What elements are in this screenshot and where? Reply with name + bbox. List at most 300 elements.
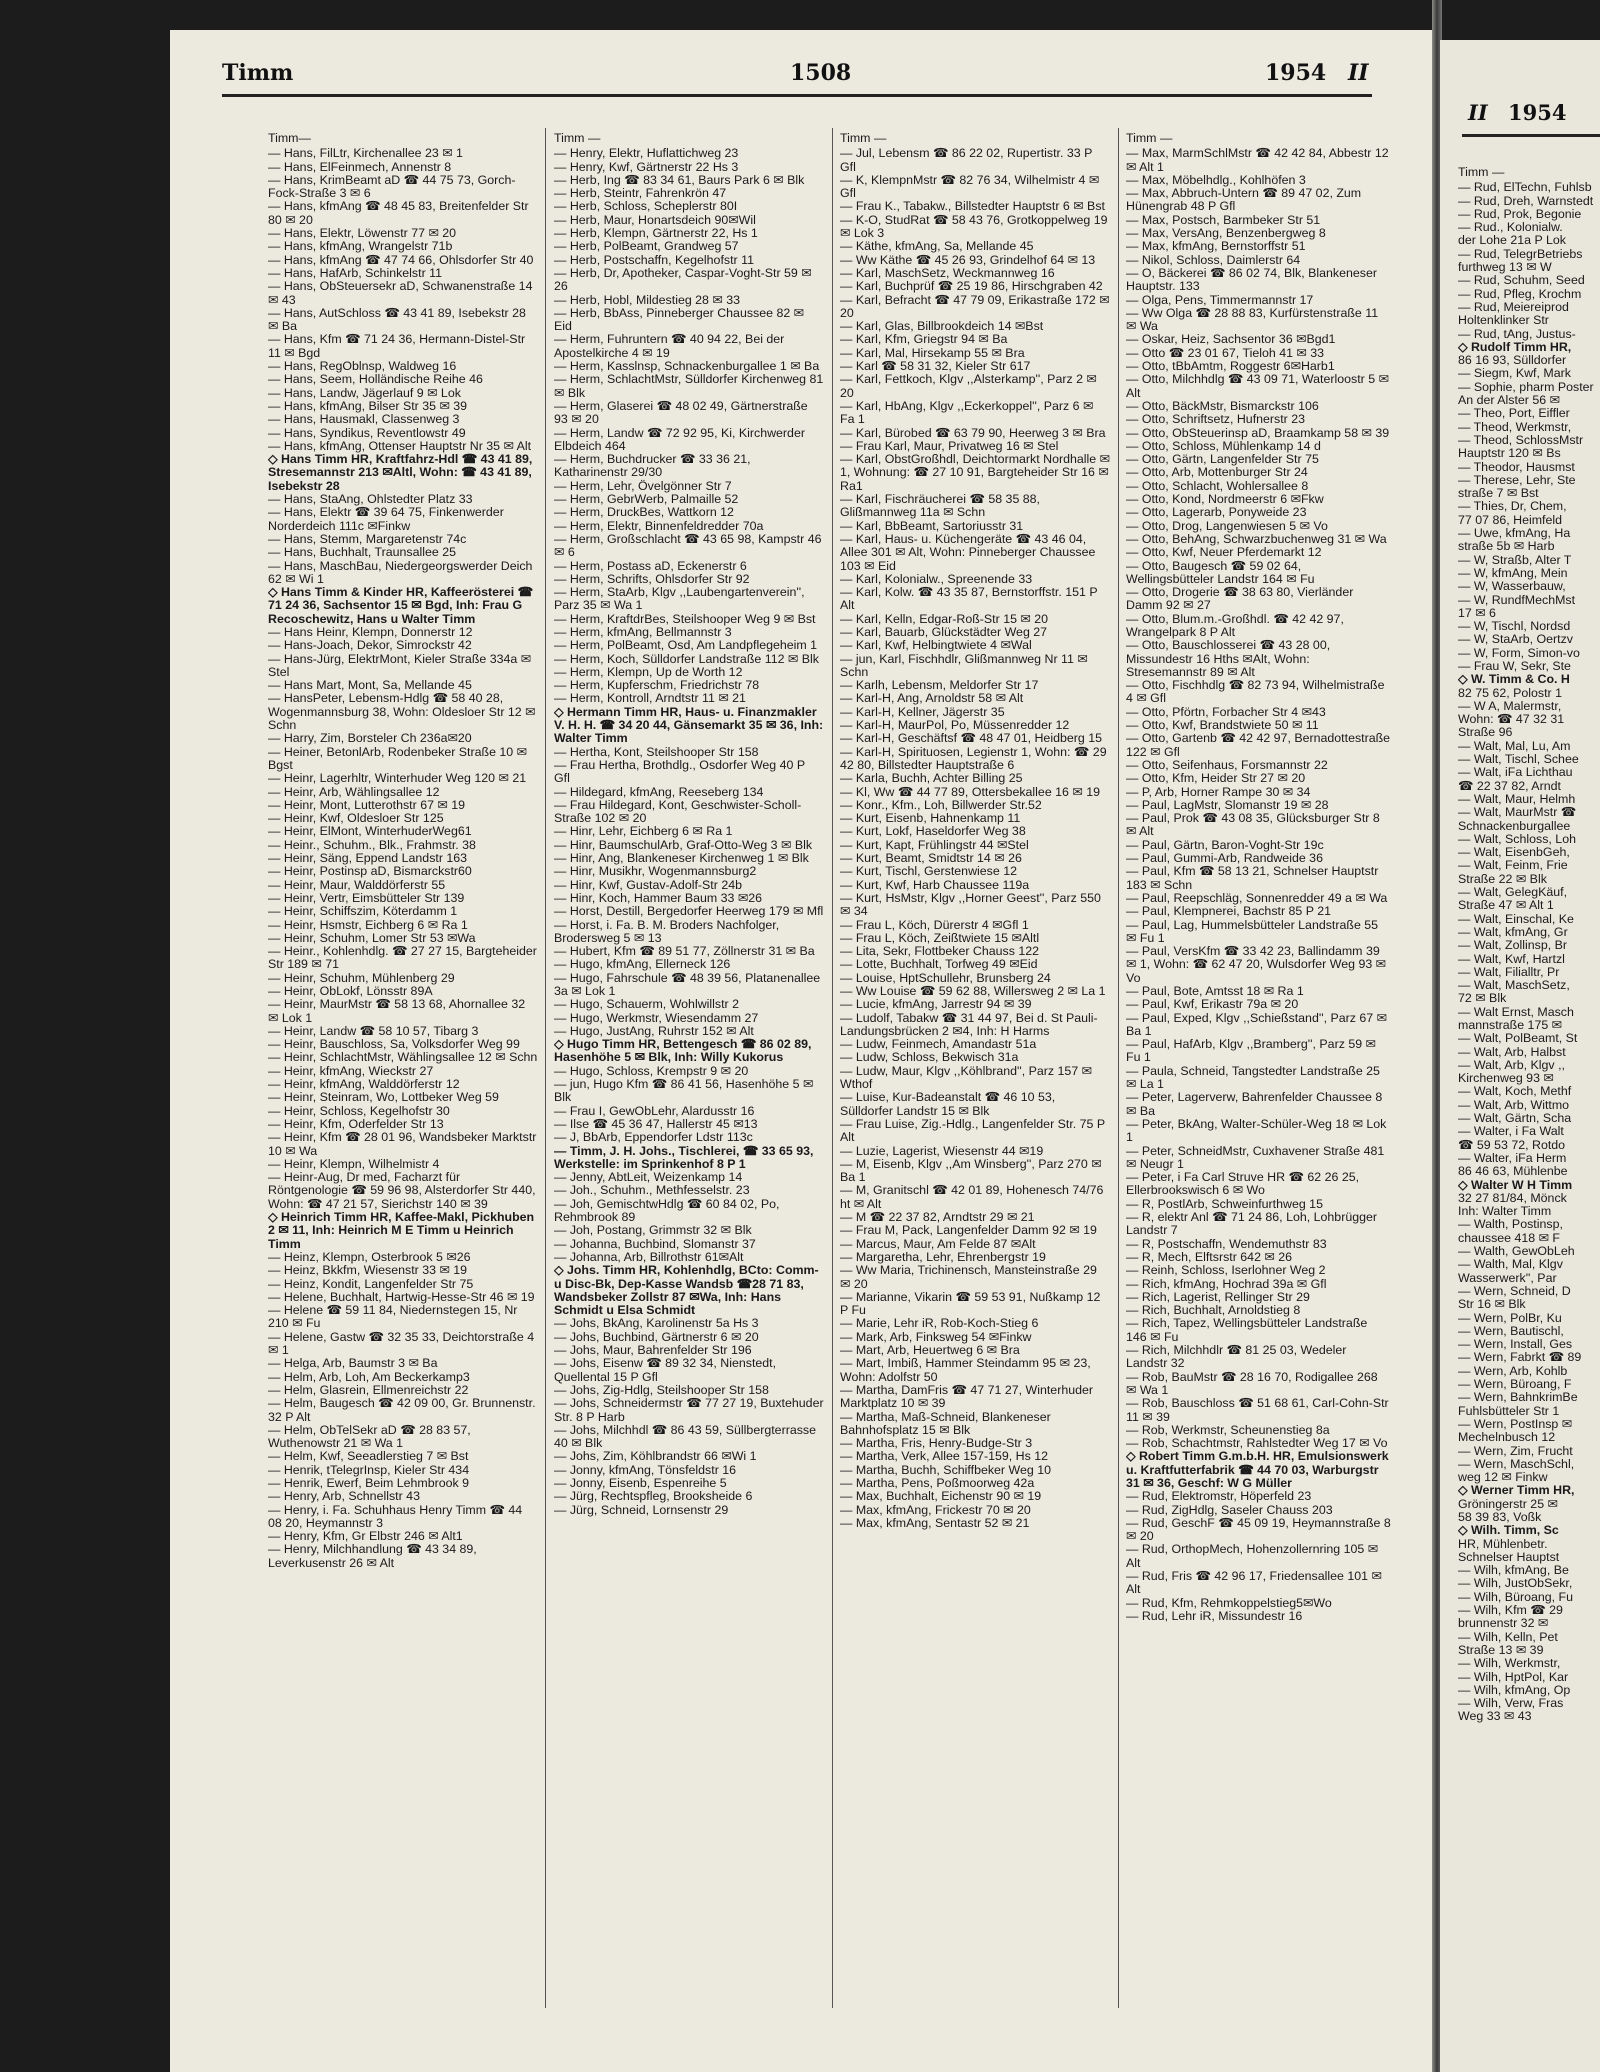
directory-entry: brunnenstr 32 ✉ (1458, 1616, 1549, 1631)
directory-entry: — Paul, LagMstr, Slomanstr 19 ✉ 28 (1126, 797, 1329, 812)
directory-entry: — Paul, Bote, Amtsst 18 ✉ Ra 1 (1126, 984, 1304, 998)
directory-entry: ◇ Wilh. Timm, Sc (1458, 1523, 1559, 1538)
directory-entry: — Heinr, Hsmstr, Eichberg 6 ✉ Ra 1 (268, 917, 468, 932)
directory-entry: — Hubert, Kfm ☎ 89 51 77, Zöllnerstr 31 ✉ Ba (554, 944, 815, 959)
directory-entry: — Joh, GemischtwHdlg ☎ 60 84 02, Po, Rehmbrook 89 (554, 1196, 780, 1225)
directory-entry: — W, Wasserbauw, (1458, 579, 1566, 594)
directory-entry: — Wilh, Verw, Fras (1458, 1696, 1564, 1711)
directory-entry: — Heinr, kfmAng, Walddörferstr 12 (268, 1077, 460, 1092)
directory-entry: — Oskar, Heiz, Sachsentor 36 ✉Bgd1 (1126, 332, 1336, 347)
directory-entry: — Nikol, Schloss, Daimlerstr 64 (1126, 252, 1301, 267)
directory-entry: — Wern, Zim, Frucht (1458, 1443, 1573, 1458)
directory-entry: — Karl, Buchprüf ☎ 25 19 86, Hirschgraben 42 (840, 279, 1103, 294)
directory-entry: — Hans, Seem, Holländische Reihe 46 (268, 372, 483, 387)
directory-entry: — Herb, Dr, Apotheker, Caspar-Voght-Str 59 ✉ 26 (554, 265, 812, 294)
directory-entry: — Timm, J. H. Johs., Tischlerei, ☎ 33 65 93, Werkstelle: im Sprinkenhof 8 P 1 (554, 1143, 814, 1171)
directory-entry: — Luzie, Lagerist, Wiesenstr 44 ✉19 (840, 1143, 1044, 1158)
directory-entry: — Herb, Ing ☎ 83 34 61, Baurs Park 6 ✉ Blk (554, 172, 805, 187)
directory-entry: 86 46 63, Mühlenbe (1458, 1164, 1568, 1179)
column-head: Timm— (268, 132, 311, 145)
directory-entry: — Ww Käthe ☎ 45 26 93, Grindelhof 64 ✉ 13 (840, 252, 1096, 267)
directory-entry: Straße 22 ✉ Blk (1458, 871, 1547, 886)
directory-entry: — Heinr, SchlachtMstr, Wählingsallee 12 ✉ Schn (268, 1050, 538, 1065)
directory-entry: — Ludolf, Tabakw ☎ 31 44 97, Bei d. St Pauli-Landungsbrücken 2 ✉4, Inh: H Harms (840, 1010, 1098, 1038)
directory-entry: — Käthe, kfmAng, Sa, Mellande 45 (840, 239, 1034, 254)
directory-entry: — Marcus, Maur, Am Felde 87 ✉Alt (840, 1236, 1036, 1251)
directory-entry: — Herm, StaArb, Klgv ,,Laubengartenverein'', Parz 35 ✉ Wa 1 (554, 585, 805, 613)
directory-entry: — Jürg, Schneid, Lornsenstr 29 (554, 1502, 729, 1517)
directory-entry: — Karl-H, Geschäftsf ☎ 48 47 01, Heidberg 15 (840, 731, 1102, 746)
directory-entry: — Hans, Stemm, Margaretenstr 74c (268, 531, 467, 546)
directory-entry: — Henry, Arb, Schnellstr 43 (268, 1489, 420, 1504)
directory-entry: — Heinz, Klempn, Osterbrook 5 ✉26 (268, 1249, 471, 1264)
directory-entry: — Heiner, BetonlArb, Rodenbeker Straße 10 ✉ Bgst (268, 744, 528, 772)
directory-entry: — Walt, Filialltr, Pr (1458, 964, 1560, 979)
directory-entry: — Walt, EisenbGeh, (1458, 845, 1570, 860)
directory-entry: — Otto, ObSteuerinsp aD, Braamkamp 58 ✉ 39 (1126, 425, 1390, 440)
column-rule-2 (832, 128, 833, 2008)
directory-entry: — Ww Louise ☎ 59 62 88, Willersweg 2 ✉ La 1 (840, 984, 1106, 998)
directory-entry: — Hans, FilLtr, Kirchenallee 23 ✉ 1 (268, 146, 463, 161)
directory-entry: — Walt, Feinm, Frie (1458, 858, 1568, 873)
directory-entry: — Hugo, kfmAng, Ellerneck 126 (554, 957, 731, 972)
directory-entry: — M, Granitschl ☎ 42 01 89, Hohenesch 74/76 ht ✉ Alt (840, 1183, 1104, 1211)
directory-entry: — Karl, Mal, Hirsekamp 55 ✉ Bra (840, 345, 1025, 360)
directory-entry: — Herm, Postass aD, Eckenerstr 6 (554, 558, 747, 573)
directory-entry: — Paula, Schneid, Tangstedter Landstraße 25 ✉ La 1 (1126, 1063, 1380, 1092)
directory-entry: — Paul, Gummi-Arb, Randweide 36 (1126, 851, 1323, 866)
directory-entry: — Wilh, Kfm ☎ 29 (1458, 1603, 1563, 1618)
directory-entry: ◇ W. Timm & Co. H (1458, 672, 1570, 687)
directory-entry: — Max, Buchhalt, Eichenstr 90 ✉ 19 (840, 1489, 1042, 1504)
directory-entry: — Hugo, Schloss, Krempstr 9 ✉ 20 (554, 1063, 749, 1078)
directory-entry: — W, Straßb, Alter T (1458, 552, 1572, 567)
directory-entry: — Walt, Gärtn, Scha (1458, 1111, 1572, 1126)
directory-entry: — Hans, kfmAng, Ottenser Hauptstr Nr 35 ✉ Alt (268, 438, 532, 453)
directory-entry: Inh: Walter Timm (1458, 1204, 1552, 1219)
directory-entry: — Herb, Steintr, Fahrenkrön 47 (554, 186, 727, 201)
directory-entry: — Jonny, kfmAng, Tönsfeldstr 16 (554, 1462, 737, 1477)
directory-entry: — Karl, Kolonialw., Spreenende 33 (840, 571, 1033, 586)
directory-entry: — Paul, Kwf, Erikastr 79a ✉ 20 (1126, 997, 1299, 1012)
directory-entry: — Otto, Kwf, Neuer Pferdemarkt 12 (1126, 545, 1322, 560)
directory-entry: — Peter, i Fa Carl Struve HR ☎ 62 26 25, Ellerbrookswisch 6 ✉ Wo (1126, 1170, 1360, 1198)
directory-entry: — Otto, Blum.m.-Großhdl. ☎ 42 42 97, Wrangelpark 8 P Alt (1126, 611, 1344, 639)
directory-entry: — Rud, Elektromstr, Höperfeld 23 (1126, 1489, 1312, 1504)
directory-entry: — Heinr, MaurMstr ☎ 58 13 68, Ahornallee 32 ✉ Lok 1 (268, 997, 526, 1025)
directory-entry: — Hans, kfmAng ☎ 48 45 83, Breitenfelder Str 80 ✉ 20 (268, 199, 529, 227)
directory-entry: — Martha, DamFris ☎ 47 71 27, Winterhuder Marktplatz 10 ✉ 39 (840, 1382, 1094, 1411)
directory-entry: — Hans, Landw, Jägerlauf 9 ✉ Lok (268, 385, 461, 400)
directory-entry: — Heinr., Schuhm., Blk., Frahmstr. 38 (268, 837, 476, 852)
directory-entry: — Otto, Arb, Mottenburger Str 24 (1126, 465, 1308, 480)
directory-entry: — Hans Mart, Mont, Sa, Mellande 45 (268, 678, 472, 693)
directory-entry: — Heinr, Vertr, Eimsbütteler Str 139 (268, 890, 465, 905)
column-1 (268, 132, 538, 2012)
column-head: Timm — (1458, 166, 1505, 179)
directory-entry: — Walt Ernst, Masch (1458, 1004, 1574, 1019)
directory-entry: ◇ Rudolf Timm HR, (1458, 339, 1572, 354)
directory-entry: — Paul, Kfm ☎ 58 13 21, Schnelser Hauptstr 183 ✉ Schn (1126, 864, 1379, 892)
directory-entry: — Rud, OrthopMech, Hohenzollernring 105 ✉ Alt (1126, 1542, 1379, 1570)
directory-entry: — Heinr, ElMont, WinterhuderWeg61 (268, 824, 472, 839)
directory-entry: — W, Form, Simon-vo (1458, 645, 1580, 660)
directory-entry: — Heinr, kfmAng, Wieckstr 27 (268, 1063, 434, 1078)
directory-entry: — Otto, Fischhdlg ☎ 82 73 94, Wilhelmistraße 4 ✉ Gfl (1126, 678, 1385, 706)
directory-entry: — Olga, Pens, Timmermannstr 17 (1126, 292, 1314, 307)
directory-entry: — Wern, Arb, Kohlb (1458, 1363, 1568, 1378)
directory-entry: — Max, Abbruch-Untern ☎ 89 47 02, Zum Hünengrab 48 P Gfl (1126, 186, 1362, 214)
directory-entry: — Rob, Werkmstr, Scheunenstieg 8a (1126, 1422, 1330, 1437)
directory-entry: — Hans, StaAng, Ohlstedter Platz 33 (268, 492, 473, 507)
directory-entry: — Martha, Buchh, Schiffbeker Weg 10 (840, 1462, 1051, 1477)
directory-entry: — Kl, Ww ☎ 44 77 89, Ottersbekallee 16 ✉ 19 (840, 784, 1100, 799)
directory-entry: — Paul, Prok ☎ 43 08 35, Glücksburger Str 8 ✉ Alt (1126, 811, 1380, 839)
directory-entry: — O, Bäckerei ☎ 86 02 74, Blk, Blankeneser Hauptstr. 133 (1126, 265, 1377, 294)
directory-entry: — Siegm, Kwf, Mark (1458, 366, 1571, 381)
directory-entry: — Max, kfmAng, Bernstorffstr 51 (1126, 239, 1306, 254)
directory-entry: — R, Mech, Elftsrstr 642 ✉ 26 (1126, 1249, 1293, 1264)
directory-entry: — Karl, Befracht ☎ 47 79 09, Erikastraße 172 ✉ 20 (840, 292, 1110, 320)
directory-entry: — Rud, ElTechn, Fuhlsb (1458, 180, 1592, 195)
directory-entry: — Herm, SchlachtMstr, Sülldorfer Kirchenweg 81 ✉ Blk (554, 372, 824, 400)
directory-entry: — Rob, Schachtmstr, Rahlstedter Weg 17 ✉ Vo (1126, 1436, 1388, 1451)
directory-entry: — Walt, Mal, Lu, Am (1458, 738, 1571, 753)
directory-entry: — Karl, BbBeamt, Sartoriusstr 31 (840, 518, 1024, 533)
directory-entry: — Wilh, Büroang, Fu (1458, 1589, 1574, 1604)
directory-entry: — Peter, BkAng, Walter-Schüler-Weg 18 ✉ Lok 1 (1126, 1116, 1387, 1145)
directory-entry: — Heinr-Aug, Dr med, Facharzt für Röntgenologie ☎ 59 96 98, Alsterdorfer Str 440, Wohn: ☎ 47 21 57, Sierichstr 140 ✉ 39 (268, 1170, 536, 1211)
directory-entry: — Rud, Kfm, Rehmkoppelstieg5✉Wo (1126, 1595, 1332, 1610)
directory-entry: — Wern, PolBr, Ku (1458, 1310, 1562, 1325)
directory-entry: — Jenny, AbtLeit, Weizenkamp 14 (554, 1170, 743, 1185)
directory-entry: — W, kfmAng, Mein (1458, 565, 1568, 580)
directory-entry: — Heinr, Arb, Wählingsallee 12 (268, 784, 440, 799)
directory-entry: — Rich, Lagerist, Rellinger Str 29 (1126, 1289, 1310, 1304)
directory-entry: — Rud, GeschF ☎ 45 09 19, Heymannstraße 8 ✉ 20 (1126, 1515, 1391, 1544)
directory-entry: — Heinr, Maur, Walddörferstr 55 (268, 877, 446, 892)
entry-list (1126, 147, 1391, 1623)
directory-entry: — Theodor, Hausmst (1458, 459, 1575, 474)
directory-entry: — Herm, Landw ☎ 72 92 95, Ki, Kirchwerder Elbdeich 464 (554, 425, 805, 453)
directory-entry: — Joh., Schuhm., Methfesselstr. 23 (554, 1183, 750, 1198)
page-number: 1508 (790, 60, 852, 86)
directory-entry: — Karlh, Lebensm, Meldorfer Str 17 (840, 678, 1039, 693)
directory-entry: — Frau L, Köch, Zeißtwiete 15 ✉Altl (840, 930, 1040, 945)
directory-entry: — Karl-H, Kellner, Jägerstr 35 (840, 704, 1005, 719)
directory-entry: — Otto, Schloss, Mühlenkamp 14 d (1126, 438, 1321, 453)
directory-entry: mannstraße 175 ✉ (1458, 1018, 1563, 1032)
directory-entry: furthweg 13 ✉ W (1458, 260, 1552, 275)
directory-entry: — Helm, Baugesch ☎ 42 09 00, Gr. Brunnenstr. 32 P Alt (268, 1396, 536, 1424)
directory-entry: — Max, kfmAng, Sentastr 52 ✉ 21 (840, 1515, 1030, 1530)
directory-entry: — Rob, Bauschloss ☎ 51 68 61, Carl-Cohn-Str 11 ✉ 39 (1126, 1396, 1389, 1424)
directory-entry: — Karl, Kolw. ☎ 43 35 87, Bernstorffstr. 151 P Alt (840, 585, 1098, 613)
directory-entry: — Uwe, kfmAng, Ha (1458, 526, 1571, 541)
directory-entry: — Ww Maria, Trichinensch, Mansteinstraße 29 ✉ 20 (840, 1263, 1097, 1291)
directory-entry: — Herb, Klempn, Gärtnerstr 22, Hs 1 (554, 226, 758, 241)
directory-entry: — Max, kfmAng, Frickestr 70 ✉ 20 (840, 1502, 1031, 1517)
directory-entry: — Heinz, Bkkfm, Wiesenstr 33 ✉ 19 (268, 1263, 468, 1278)
directory-entry: — Heinr, Schuhm, Mühlenberg 29 (268, 970, 455, 985)
directory-entry: — Otto, tBbAmtm, Roggestr 6✉Harb1 (1126, 359, 1335, 374)
directory-entry: chaussee 418 ✉ F (1458, 1230, 1560, 1245)
directory-entry: — Herm, Klempn, Up de Worth 12 (554, 664, 743, 679)
directory-entry: — Hertha, Kont, Steilshooper Str 158 (554, 744, 759, 759)
directory-entry: — Herm, Glaserei ☎ 48 02 49, Gärtnerstraße 93 ✉ 20 (554, 398, 808, 427)
directory-entry: — Herm, DruckBes, Wattkorn 12 (554, 505, 734, 520)
directory-entry: ◇ Hans Timm & Kinder HR, Kaffeerösterei ☎ 71 24 36, Sachsentor 15 ✉ Bgd, Inh: Frau G Recoschewitz, Hans u Walter Timm (268, 585, 534, 626)
directory-entry: — Otto, Drog, Langenwiesen 5 ✉ Vo (1126, 518, 1328, 533)
directory-entry: — Henrik, Ewerf, Beim Lehmbrook 9 (268, 1475, 470, 1490)
directory-entry: Weg 33 ✉ 43 (1458, 1709, 1532, 1724)
directory-entry: — jun, Hugo Kfm ☎ 86 41 56, Hasenhöhe 5 ✉ Blk (554, 1077, 814, 1105)
directory-entry: — Helene, Gastw ☎ 32 35 33, Deichtorstraße 4 ✉ 1 (268, 1329, 535, 1358)
directory-entry: — Paul, Gärtn, Baron-Voght-Str 19c (1126, 837, 1324, 852)
directory-entry: — Henry, Elektr, Huflattichweg 23 (554, 146, 739, 161)
directory-entry: — Hans, kfmAng, Wrangelstr 71b (268, 239, 453, 254)
directory-entry: — Marie, Lehr iR, Rob-Koch-Stieg 6 (840, 1316, 1039, 1331)
directory-entry: — Heinr, Schloss, Kegelhofstr 30 (268, 1103, 450, 1118)
directory-entry: — Hans Heinr, Klempn, Donnerstr 12 (268, 624, 473, 639)
directory-entry: — Paul, Lag, Hummelsbütteler Landstraße 55 ✉ Fu 1 (1126, 917, 1379, 945)
directory-entry: — Walth, Postinsp, (1458, 1217, 1563, 1232)
directory-entry: — Thies, Dr, Chem, (1458, 499, 1567, 514)
directory-entry: — Hans, kfmAng ☎ 47 74 66, Ohlsdorfer Str 40 (268, 252, 534, 267)
entry-list (840, 147, 1110, 1530)
directory-entry: — Ilse ☎ 45 36 47, Hallerstr 45 ✉13 (554, 1116, 758, 1131)
directory-entry: — Jürg, Rechtspfleg, Brooksheide 6 (554, 1489, 753, 1504)
directory-entry: — Otto, Pförtn, Forbacher Str 4 ✉43 (1126, 704, 1326, 719)
directory-entry: — Rich, kfmAng, Hochrad 39a ✉ Gfl (1126, 1276, 1327, 1291)
directory-entry: — Hans, ObSteuersekr aD, Schwanenstraße 14 ✉ 43 (268, 279, 533, 307)
directory-entry: — Walt, MaurMstr ☎ (1458, 805, 1577, 820)
directory-entry: — Max, MarmSchlMstr ☎ 42 42 84, Abbestr 12 ✉ Alt 1 (1126, 146, 1389, 174)
directory-entry: — Wern, Fabrkt ☎ 89 (1458, 1350, 1582, 1365)
directory-entry: Wohn: ☎ 47 32 31 (1458, 712, 1565, 727)
directory-entry: — Wern, Bautischl, (1458, 1323, 1564, 1338)
directory-entry: ◇ Hermann Timm HR, Haus- u. Finanzmakler V. H. H. ☎ 34 20 44, Gänsemarkt 35 ✉ 36, Inh: Walter Timm (554, 704, 824, 746)
column-head: Timm — (840, 132, 887, 145)
directory-entry: — Henry, Milchhandlung ☎ 43 34 89, Leverkusenstr 26 ✉ Alt (268, 1542, 477, 1570)
directory-entry: — Wern, BahnkrimBe (1458, 1390, 1578, 1405)
directory-entry: — Helene ☎ 59 11 84, Niedernstegen 15, Nr 210 ✉ Fu (268, 1303, 518, 1331)
directory-entry: — Ludw, Schloss, Bekwisch 31a (840, 1050, 1019, 1065)
directory-entry: — W, StaArb, Oertzv (1458, 632, 1573, 647)
directory-entry: Str 16 ✉ Blk (1458, 1297, 1526, 1312)
directory-entry: — Lotte, Buchhalt, Torfweg 49 ✉Eid (840, 957, 1038, 972)
directory-entry: — Walt, Kwf, Hartzl (1458, 951, 1565, 966)
directory-entry: — Heinr, Klempn, Wilhelmistr 4 (268, 1156, 440, 1171)
directory-entry: — Wilh, Kelln, Pet (1458, 1629, 1558, 1644)
directory-entry: ◇ Werner Timm HR, (1458, 1483, 1575, 1498)
directory-entry: — Mart, Imbiß, Hammer Steindamm 95 ✉ 23, Wohn: Adolfstr 50 (840, 1356, 1091, 1384)
directory-entry: — Walt, Schloss, Loh (1458, 831, 1576, 846)
directory-entry: — Paul, HafArb, Klgv ,,Bramberg'', Parz 59 ✉ Fu 1 (1126, 1037, 1376, 1065)
directory-entry: — Walt, Koch, Methf (1458, 1084, 1572, 1099)
directory-entry: — Walth, GewObLeh (1458, 1244, 1575, 1259)
directory-entry: — Herm, Buchdrucker ☎ 33 36 21, Katharinenstr 29/30 (554, 452, 751, 480)
directory-entry: — Otto, Milchhdlg ☎ 43 09 71, Waterloostr 5 ✉ Alt (1126, 372, 1389, 400)
directory-entry: — Johs, Maur, Bahrenfelder Str 196 (554, 1343, 752, 1358)
directory-entry: straße 5b ✉ Harb (1458, 539, 1555, 554)
directory-entry: — Frau M, Pack, Langenfelder Damm 92 ✉ 19 (840, 1223, 1097, 1238)
directory-entry: — Mark, Arb, Finksweg 54 ✉Finkw (840, 1329, 1032, 1344)
directory-entry: — Paul, Reepschläg, Sonnenredder 49 a ✉ Wa (1126, 890, 1388, 905)
directory-entry: Straße 13 ✉ 39 (1458, 1642, 1544, 1657)
directory-entry: — Sophie, pharm Poster (1458, 379, 1594, 394)
directory-entry: — Herb, Schloss, Scheplerstr 80I (554, 199, 738, 214)
directory-entry: 72 ✉ Blk (1458, 991, 1507, 1006)
directory-entry: — Hinr, Ang, Blankeneser Kirchenweg 1 ✉ Blk (554, 851, 809, 866)
directory-entry: 82 75 62, Polostr 1 (1458, 685, 1563, 700)
directory-entry: ☎ 22 37 82, Arndt (1458, 778, 1561, 793)
directory-entry: — Rud, Pfleg, Krochm (1458, 286, 1582, 301)
directory-entry: — Hinr, Koch, Hammer Baum 33 ✉26 (554, 890, 763, 905)
directory-entry: Schnackenburgallee (1458, 818, 1571, 833)
directory-entry: — Johs, Buchbind, Gärtnerstr 6 ✉ 20 (554, 1329, 759, 1344)
directory-entry: — Hans, Elektr, Löwenstr 77 ✉ 20 (268, 226, 457, 241)
directory-entry: — Heinr, Säng, Eppend Landstr 163 (268, 851, 468, 866)
directory-entry: — Hugo, Werkmstr, Wiesendamm 27 (554, 1010, 759, 1025)
directory-entry: — Wilh, Werkmstr, (1458, 1656, 1561, 1671)
directory-entry: — Heinr, Bauschloss, Sa, Volksdorfer Weg 99 (268, 1037, 520, 1052)
directory-entry: — Walt, Maur, Helmh (1458, 791, 1576, 806)
directory-entry: — Heinr, ObLokf, Lönsstr 89A (268, 984, 433, 998)
directory-entry: — Johs, Milchhdl ☎ 86 43 59, Süllbergterrasse 40 ✉ Blk (554, 1422, 816, 1451)
directory-entry: Wasserwerk'', Par (1458, 1270, 1557, 1285)
directory-entry: — Otto, Bauschlosserei ☎ 43 28 00, Missundestr 16 Hths ✉Alt, Wohn: Stresemannstr 89 ✉ Alt (1126, 638, 1331, 679)
directory-entry: — Heinr, Steinram, Wo, Lottbeker Weg 59 (268, 1090, 499, 1105)
directory-entry: — Walt, iFa Lichthau (1458, 765, 1573, 780)
directory-entry: — Karl-H, Ang, Arnoldstr 58 ✉ Alt (840, 691, 1024, 706)
directory-entry: — Otto, Kond, Nordmeerstr 6 ✉Fkw (1126, 492, 1324, 507)
directory-entry: — Frau Karl, Maur, Privatweg 16 ✉ Stel (840, 438, 1059, 453)
directory-entry: — Otto, Lagerarb, Ponyweide 23 (1126, 505, 1307, 520)
directory-entry: — Wilh, kfmAng, Be (1458, 1563, 1569, 1578)
directory-entry: — Rud, Fris ☎ 42 96 17, Friedensallee 101 ✉ Alt (1126, 1569, 1382, 1597)
directory-entry: — Kurt, Beamt, Smidtstr 14 ✉ 26 (840, 851, 1022, 866)
directory-entry: — Karl, Kelln, Edgar-Roß-Str 15 ✉ 20 (840, 611, 1049, 626)
directory-entry: — Hans, AutSchloss ☎ 43 41 89, Isebekstr 28 ✉ Ba (268, 305, 526, 334)
directory-entry: — Max, VersAng, Benzenbergweg 8 (1126, 226, 1326, 241)
directory-entry: — Walt, MaschSetz, (1458, 978, 1570, 993)
directory-entry: — Karl, Fettkoch, Klgv ,,Alsterkamp'', Parz 2 ✉ 20 (840, 372, 1097, 400)
directory-entry: — Hugo, JustAng, Ruhrstr 152 ✉ Alt (554, 1023, 754, 1038)
directory-entry: — Rud, Schuhm, Seed (1458, 273, 1585, 288)
directory-entry: — Rud., Kolonialw. (1458, 220, 1563, 235)
directory-entry: — Hans, Syndikus, Reventlowstr 49 (268, 425, 466, 440)
directory-entry: — Rob, BauMstr ☎ 28 16 70, Rodigallee 268 ✉ Wa 1 (1126, 1369, 1378, 1397)
header-rule (222, 94, 1372, 97)
directory-entry: — Hans-Jürg, ElektrMont, Kieler Straße 334a ✉ Stel (268, 651, 532, 679)
running-head-part: II (1348, 60, 1369, 86)
directory-entry: — Otto, BehAng, Schwarzbuchenweg 31 ✉ Wa (1126, 531, 1387, 546)
directory-entry: — Kurt, HsMstr, Klgv ,,Horner Geest'', Parz 550 ✉ 34 (840, 890, 1101, 919)
directory-entry: — Herm, PolBeamt, Osd, Am Landpflegeheim 1 (554, 638, 818, 653)
directory-entry: — Heinr., Kohlenhdlg. ☎ 27 27 15, Bargteheider Str 189 ✉ 71 (268, 944, 537, 972)
directory-entry: — Helga, Arb, Baumstr 3 ✉ Ba (268, 1356, 438, 1371)
entry-list (268, 147, 538, 1570)
directory-entry: — Hans, HafArb, Schinkelstr 11 (268, 265, 442, 280)
directory-entry: — Karl, Glas, Billbrookdeich 14 ✉Bst (840, 319, 1044, 334)
directory-entry: ◇ Hugo Timm HR, Bettengesch ☎ 86 02 89, Hasenhöhe 5 ✉ Blk, Inh: Willy Kukorus (554, 1037, 812, 1065)
directory-entry: — Lita, Sekr, Flottbeker Chauss 122 (840, 944, 1040, 959)
directory-entry: — Walt, kfmAng, Gr (1458, 924, 1568, 939)
directory-entry: — Kurt, Kapt, Frühlingstr 44 ✉Stel (840, 837, 1029, 852)
directory-entry: — Otto, Seifenhaus, Forsmannstr 22 (1126, 757, 1328, 772)
directory-entry: — Reinh, Schloss, Iserlohner Weg 2 (1126, 1263, 1326, 1278)
directory-entry: — Henry, Kwf, Gärtnerstr 22 Hs 3 (554, 159, 739, 174)
directory-entry: — Walt, Einschal, Ke (1458, 911, 1574, 926)
directory-entry: — Ludw, Maur, Klgv ,,Köhlbrand'', Parz 157 ✉ Wthof (840, 1063, 1093, 1092)
directory-entry: — Karl, HbAng, Klgv ,,Eckerkoppel'', Parz 6 ✉ Fa 1 (840, 398, 1094, 427)
directory-entry: — Horst, Destill, Bergedorfer Heerweg 179 ✉ Mfl (554, 904, 824, 919)
directory-entry: — Frau I, GewObLehr, Alardusstr 16 (554, 1103, 755, 1118)
directory-entry: 32 27 81/84, Mönck (1458, 1190, 1567, 1205)
directory-entry: — Konr., Kfm., Loh, Billwerder Str.52 (840, 797, 1042, 812)
directory-entry: Straße 47 ✉ Alt 1 (1458, 898, 1554, 913)
directory-entry: — Walter, iFa Herm (1458, 1150, 1567, 1165)
directory-entry: — Wilh, kfmAng, Op (1458, 1682, 1571, 1697)
directory-entry: ◇ Johs. Timm HR, Kohlenhdlg, BCto: Comm- u Disc-Bk, Dep-Kasse Wandsb ☎28 71 83, Wandsbeker Zollstr 87 ✉Wa, Inh: Hans Schmidt u Elsa Schmidt (554, 1263, 819, 1318)
directory-entry: weg 12 ✉ Finkw (1458, 1470, 1548, 1485)
directory-entry: — Karl, Fischräucherei ☎ 58 35 88, Glißmannweg 11a ✉ Schn (840, 492, 1041, 520)
directory-entry: Fuhlsbütteler Str 1 (1458, 1403, 1560, 1418)
directory-entry: — Hildegard, kfmAng, Reeseberg 134 (554, 784, 764, 799)
directory-entry: — Hans, Hausmakl, Classenweg 3 (268, 412, 460, 427)
right-page-year: 1954 (1508, 100, 1567, 125)
directory-entry: — Hinr, Musikhr, Wogenmannsburg2 (554, 864, 757, 879)
directory-entry: — Rich, Milchhdlr ☎ 81 25 03, Wedeler Landstr 32 (1126, 1343, 1347, 1371)
column-rule-1 (545, 128, 546, 2008)
directory-entry: — Hugo, Schauerm, Wohlwillstr 2 (554, 997, 740, 1012)
directory-entry: — Karl, Bauarb, Glückstädter Weg 27 (840, 624, 1048, 639)
directory-entry: — Karla, Buchh, Achter Billing 25 (840, 771, 1023, 786)
directory-entry: — Herm, Fuhruntern ☎ 40 94 22, Bei der Apostelkirche 4 ✉ 19 (554, 332, 785, 360)
directory-entry: — Heinr, Kfm ☎ 28 01 96, Wandsbeker Marktstr 10 ✉ Wa (268, 1130, 537, 1158)
directory-entry: — Herm, Kupferschm, Friedrichstr 78 (554, 678, 760, 693)
directory-entry: — Rud, Prok, Begonie (1458, 206, 1582, 221)
directory-entry: — Paul, VersKfm ☎ 33 42 23, Ballindamm 39 ✉ 1, Wohn: ☎ 62 47 20, Wulsdorfer Weg 93 ✉ Vo (1126, 944, 1387, 985)
directory-entry: — Rud, tAng, Justus- (1458, 326, 1576, 341)
directory-entry: — Otto, Kwf, Brandstwiete 50 ✉ 11 (1126, 718, 1319, 733)
directory-entry: — Max, Postsch, Barmbeker Str 51 (1126, 212, 1321, 227)
directory-entry: der Lohe 21a P Lok (1458, 233, 1566, 248)
directory-entry: — M ☎ 22 37 82, Arndtstr 29 ✉ 21 (840, 1210, 1035, 1225)
directory-entry: — Helm, Glasrein, Ellmenreichstr 22 (268, 1382, 469, 1397)
directory-entry: — Karl, MaschSetz, Weckmannweg 16 (840, 265, 1055, 280)
directory-entry: — R, PostlArb, Schweinfurthweg 15 (1126, 1196, 1323, 1211)
directory-entry: — Max, Möbelhdlg., Kohlhöfen 3 (1126, 172, 1306, 187)
directory-entry: — jun, Karl, Fischhdlr, Glißmannweg Nr 11 ✉ Schn (840, 651, 1088, 679)
directory-entry: — Rud, ZigHdlg, Saseler Chauss 203 (1126, 1502, 1333, 1517)
directory-entry: — Kurt, Tischl, Gerstenwiese 12 (840, 864, 1017, 879)
directory-entry: — Walter, i Fa Walt (1458, 1124, 1564, 1139)
directory-entry: — Herm, Kontroll, Arndtstr 11 ✉ 21 (554, 691, 746, 706)
directory-entry: — Rud, TelegrBetriebs (1458, 246, 1583, 261)
directory-entry: — Theod, Werkmstr, (1458, 419, 1572, 434)
directory-entry: — Heinr, Mont, Lutterothstr 67 ✉ 19 (268, 797, 466, 812)
directory-entry: — Otto, Gartenb ☎ 42 42 97, Bernadottestraße 122 ✉ Gfl (1126, 731, 1391, 759)
directory-entry: — Theo, Port, Eiffler (1458, 406, 1570, 421)
column-rule-3 (1118, 128, 1119, 2008)
directory-entry: — Herm, Elektr, Binnenfeldredder 70a (554, 518, 764, 533)
directory-entry: — Horst, i. Fa. B. M. Broders Nachfolger, Brodersweg 5 ✉ 13 (554, 917, 780, 945)
directory-entry: — Luise, Kur-Badeanstalt ☎ 46 10 53, Sülldorfer Landstr 15 ✉ Blk (840, 1090, 1056, 1118)
directory-entry: — Peter, Lagerverw, Bahrenfelder Chaussee 8 ✉ Ba (1126, 1090, 1383, 1118)
directory-entry: — Rich, Buchhalt, Arnoldstieg 8 (1126, 1303, 1301, 1318)
